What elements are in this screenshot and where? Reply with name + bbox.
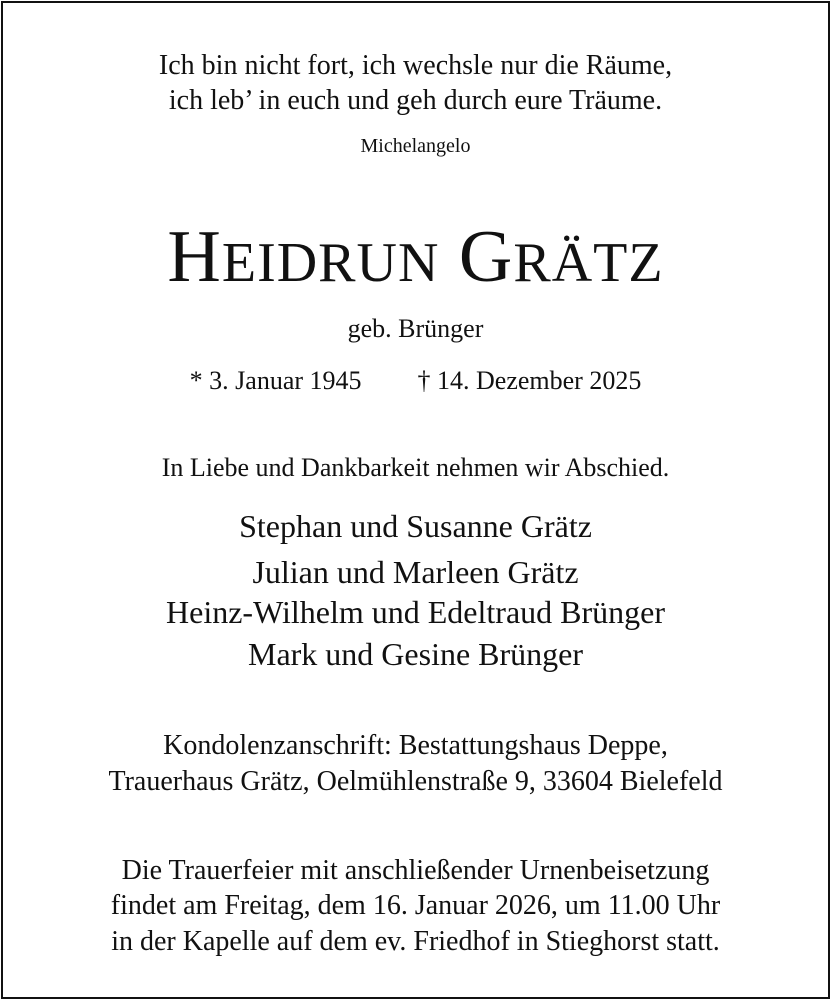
condolence-line-1: Kondolenzanschrift: Bestattungshaus Deppe, bbox=[163, 730, 668, 761]
first-name-rest: EIDRUN bbox=[221, 232, 440, 294]
quote-line-2: ich leb’ in euch und geh durch eure Träume. bbox=[168, 85, 663, 116]
farewell-text: In Liebe und Dankbarkeit nehmen wir Abschied. bbox=[161, 453, 670, 482]
quote-author: Michelangelo bbox=[360, 135, 471, 157]
first-name-initial: H bbox=[167, 216, 222, 298]
mourner-line: Heinz-Wilhelm und Edeltraud Brünger bbox=[166, 594, 665, 630]
quote-line-1: Ich bin nicht fort, ich wechsle nur die Räume, bbox=[158, 50, 673, 81]
maiden-name: geb. Brünger bbox=[347, 314, 484, 343]
funeral-line-1: Die Trauerfeier mit anschließender Urnenbeisetzung bbox=[121, 855, 710, 886]
mourner-line: Julian und Marleen Grätz bbox=[252, 554, 579, 590]
last-name-initial: G bbox=[458, 216, 514, 298]
last-name-rest: RÄTZ bbox=[513, 232, 664, 294]
life-dates bbox=[0, 368, 831, 394]
funeral-line-3: in der Kapelle auf dem ev. Friedhof in Stieghorst statt. bbox=[111, 926, 720, 957]
deceased-name bbox=[0, 216, 831, 298]
mourner-line: Stephan und Susanne Grätz bbox=[239, 508, 592, 544]
death-date: † 14. Dezember 2025 bbox=[417, 366, 642, 395]
birth-date: * 3. Januar 1945 bbox=[189, 366, 362, 395]
funeral-line-2: findet am Freitag, dem 16. Januar 2026, um 11.00 Uhr bbox=[110, 890, 721, 921]
mourner-line: Mark und Gesine Brünger bbox=[247, 636, 584, 672]
condolence-line-2: Trauerhaus Grätz, Oelmühlenstraße 9, 33604 Bielefeld bbox=[108, 766, 723, 797]
